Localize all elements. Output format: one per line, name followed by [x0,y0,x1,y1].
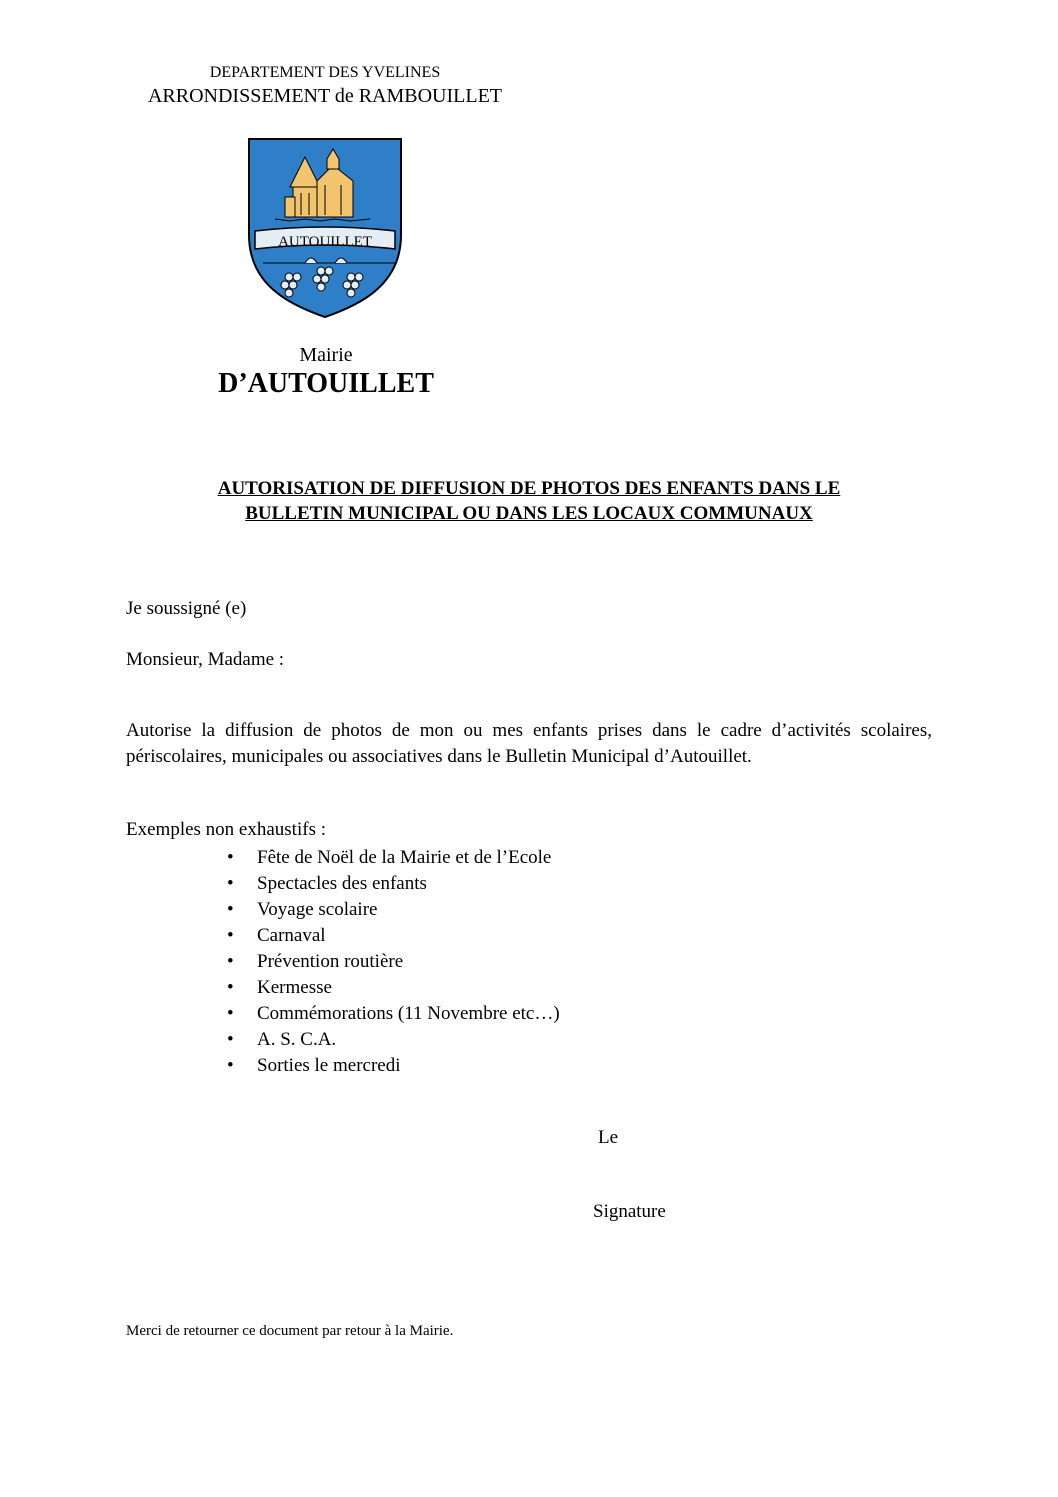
bullet-icon: • [227,1003,234,1024]
bullet-icon: • [227,1029,234,1050]
date-label: Le [598,1127,619,1148]
list-item: • Carnaval [227,923,560,949]
examples-list [227,845,560,1079]
bullet-icon: • [227,977,234,998]
title-line-1: AUTORISATION DE DIFFUSION DE PHOTOS DES ENFANTS DANS LE [217,478,841,499]
list-item: • A. S. C.A. [227,1027,560,1053]
document-title [129,476,929,526]
mairie-name: D’AUTOUILLET [218,368,434,399]
soussigne-field-label: Je soussigné (e) [126,598,247,619]
list-item: • Fête de Noël de la Mairie et de l’Ecole [227,845,560,871]
examples-label: Exemples non exhaustifs : [126,819,326,840]
title-line-2: BULLETIN MUNICIPAL OU DANS LES LOCAUX COMMUNAUX [245,503,813,524]
department-heading: DEPARTEMENT DES YVELINES [209,64,441,81]
list-item: • Commémorations (11 Novembre etc…) [227,1001,560,1027]
list-item: • Prévention routière [227,949,560,975]
list-item: • Sorties le mercredi [227,1053,560,1079]
arrondissement-heading: ARRONDISSEMENT de RAMBOUILLET [147,85,503,107]
list-item: • Voyage scolaire [227,897,560,923]
signature-label: Signature [593,1201,666,1222]
bullet-icon: • [227,873,234,894]
footer-note: Merci de retourner ce document par retour à la Mairie. [126,1323,454,1339]
mairie-label: Mairie [299,344,353,366]
authorization-paragraph: Autorise la diffusion de photos de mon ou mes enfants prises dans le cadre d’activités scolaires, périscolaires, municipales ou associatives dans le Bulletin Municipal d’Autouillet. [126,720,932,767]
list-item: • Spectacles des enfants [227,871,560,897]
bullet-icon: • [227,899,234,920]
svg-text:AUTOUILLET: AUTOUILLET [278,234,372,250]
bullet-icon: • [227,925,234,946]
civilite-field-label: Monsieur, Madame : [126,649,285,670]
list-item: • Kermesse [227,975,560,1001]
coat-of-arms-logo [245,135,405,320]
bullet-icon: • [227,1055,234,1076]
bullet-icon: • [227,847,234,868]
bullet-icon: • [227,951,234,972]
